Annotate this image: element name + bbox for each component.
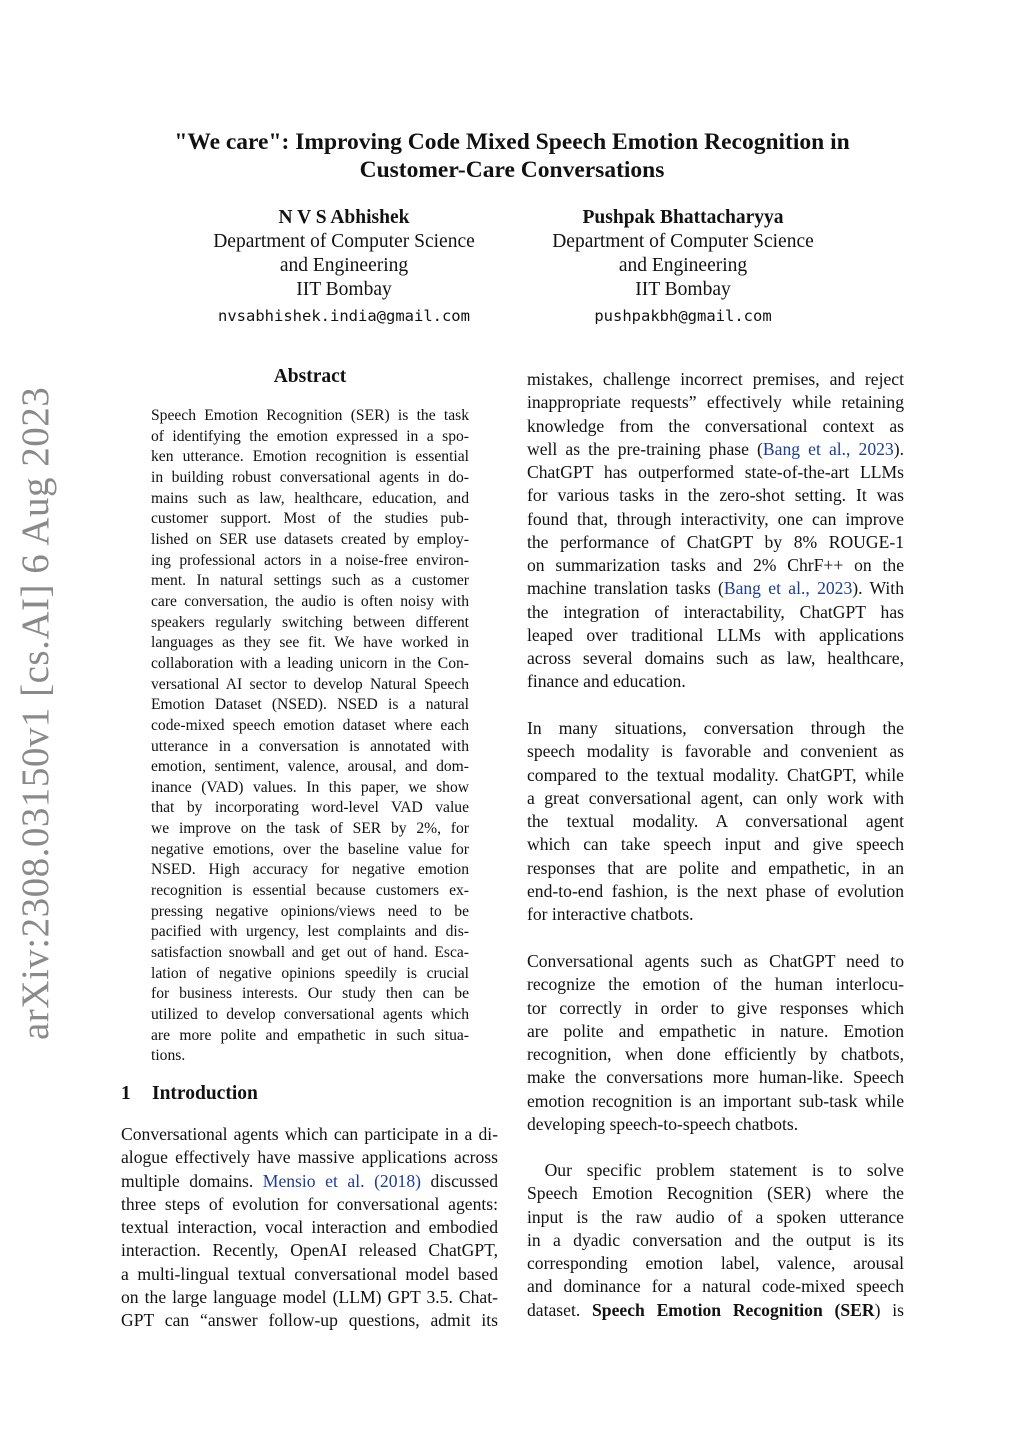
text-line: the integration of interactability, ChatGPT has	[527, 601, 904, 622]
text-line: utilized to develop conversational agents which	[151, 1006, 469, 1024]
intro-right-paragraph-2	[527, 717, 904, 926]
abstract-body	[151, 406, 469, 1067]
text-line: interaction. Recently, OpenAI released ChatGPT,	[121, 1240, 498, 1261]
text-fragment: well as the pre-training phase (	[527, 438, 763, 459]
text-line: pressing negative opinions/views need to be	[151, 902, 469, 920]
author-dept: Department of Computer Science	[552, 231, 814, 252]
text-line: lished on SER use datasets created by employ-	[151, 530, 469, 548]
text-line: the performance of ChatGPT by 8% ROUGE-1	[527, 531, 904, 552]
author-dept-2: and Engineering	[618, 255, 748, 276]
author-email[interactable]: nvsabhishek.india@gmail.com	[218, 307, 470, 325]
text-line: GPT can “answer follow-up questions, admit its	[121, 1310, 498, 1330]
author-institution: IIT Bombay	[296, 279, 392, 300]
text-line: for interactive chatbots.	[527, 904, 694, 924]
text-line: speakers regularly switching between different	[151, 613, 469, 631]
text-line: textual interaction, vocal interaction and embodied	[121, 1217, 498, 1237]
intro-right-paragraph-4	[527, 1159, 904, 1322]
text-line: negative emotions, over the baseline value for	[151, 840, 469, 858]
text-fragment: ). With	[852, 578, 904, 599]
text-fragment: ) is	[874, 1299, 904, 1320]
text-line: that by incorporating word-level VAD value	[151, 799, 469, 817]
citation-link-bang[interactable]: Bang et al., 2023	[723, 578, 853, 599]
text-line: Conversational agents such as ChatGPT need to	[527, 951, 904, 971]
text-fragment: discussed	[420, 1170, 498, 1191]
text-line: found that, through interactivity, one can improve	[527, 508, 904, 529]
text-line: mistakes, challenge incorrect premises, and reject	[527, 369, 904, 389]
text-line: we improve on the task of SER by 2%, for	[151, 820, 469, 838]
text-fragment: machine translation tasks (	[527, 578, 724, 599]
author-name: N V S Abhishek	[278, 207, 410, 228]
bold-term: Speech Emotion Recognition (SER	[592, 1299, 875, 1320]
section-number: 1	[121, 1083, 131, 1104]
text-line	[527, 577, 904, 600]
text-line: emotion recognition is an important sub-task while	[527, 1090, 904, 1111]
text-line: speech modality is favorable and convenient as	[527, 741, 904, 762]
text-line	[527, 1299, 904, 1322]
text-line: in building robust conversational agents in do-	[151, 468, 469, 486]
text-line: mains such as law, healthcare, education, and	[151, 489, 469, 507]
text-line: customer support. Most of the studies pub-	[151, 510, 469, 528]
author-email[interactable]: pushpakbh@gmail.com	[594, 307, 772, 325]
author-institution: IIT Bombay	[635, 279, 731, 300]
text-line	[527, 438, 904, 461]
text-line: make the conversations more human-like. Speech	[527, 1067, 904, 1088]
text-line: utterance in a conversation is annotated with	[151, 737, 469, 755]
intro-left-column	[121, 1123, 498, 1332]
text-line: across several domains such as law, healthcare,	[527, 648, 904, 668]
text-line: finance and education.	[527, 671, 686, 692]
text-line: ment. In natural settings such as a customer	[151, 572, 469, 590]
text-line: tor correctly in order to give responses which	[527, 997, 904, 1018]
text-line: recognize the emotion of the human interlocu-	[527, 974, 904, 995]
text-line: knowledge from the conversational context as	[527, 415, 904, 436]
text-line: Conversational agents which can participate in a di-	[121, 1124, 498, 1144]
text-line: versational AI sector to develop Natural Speech	[151, 675, 469, 693]
text-line: leaped over traditional LLMs with applications	[527, 624, 904, 645]
text-line: a multi-lingual textual conversational model based	[121, 1263, 498, 1284]
intro-right-paragraph-3	[527, 950, 904, 1136]
text-fragment: multiple domains.	[121, 1170, 263, 1191]
author-block-1	[174, 206, 514, 328]
text-line: for various tasks in the zero-shot setting. It was	[527, 485, 904, 506]
citation-link-mensio[interactable]: Mensio et al. (2018)	[262, 1170, 421, 1191]
author-dept: Department of Computer Science	[213, 231, 475, 252]
text-line: on the large language model (LLM) GPT 3.5. Chat-	[121, 1286, 498, 1307]
text-line: inappropriate requests” effectively while retaining	[527, 392, 904, 413]
paper-title	[120, 128, 904, 184]
text-line: compared to the textual modality. ChatGPT, while	[527, 764, 904, 785]
text-line: developing speech-to-speech chatbots.	[527, 1113, 799, 1134]
text-line: Speech Emotion Recognition (SER) is the task	[151, 407, 469, 424]
text-fragment: ).	[893, 438, 904, 459]
text-line: inance (VAD) values. In this paper, we show	[151, 778, 469, 796]
text-line: recognition, when done efficiently by chatbots,	[527, 1044, 904, 1064]
text-line: ing professional actors in a noise-free environ-	[151, 551, 469, 569]
text-line: care conversation, the audio is often noisy with	[151, 592, 469, 610]
text-line: are polite and empathetic in nature. Emotion	[527, 1020, 904, 1041]
author-dept-2: and Engineering	[279, 255, 409, 276]
abstract-heading: Abstract	[273, 366, 347, 387]
text-line: Emotion Dataset (NSED). NSED is a natural	[151, 696, 469, 714]
intro-right-paragraph-1	[527, 368, 904, 694]
text-line: responses that are polite and empathetic, in an	[527, 857, 904, 878]
title-line-1: "We care": Improving Code Mixed Speech Emotion Recognition in	[174, 129, 850, 155]
text-line: the textual modality. A conversational agent	[527, 811, 904, 831]
text-fragment: dataset.	[527, 1299, 593, 1320]
text-line: pacified with urgency, lest complaints and dis-	[151, 923, 469, 941]
author-name: Pushpak Bhattacharyya	[582, 207, 784, 228]
title-line-2: Customer-Care Conversations	[359, 157, 665, 183]
arxiv-side-stamp: arXiv:2308.03150v1 [cs.AI] 6 Aug 2023	[14, 386, 57, 1040]
text-line: are more polite and empathetic in such situa-	[151, 1026, 469, 1044]
text-line: for business interests. Our study then can be	[151, 985, 469, 1003]
text-line: Speech Emotion Recognition (SER) where the	[527, 1183, 904, 1204]
text-line: end-to-end fashion, is the next phase of evolution	[527, 880, 904, 901]
text-line: code-mixed speech emotion dataset where each	[151, 716, 469, 734]
text-line: input is the raw audio of a spoken utterance	[527, 1206, 904, 1227]
text-line: three steps of evolution for conversational agents:	[121, 1193, 498, 1214]
text-line: corresponding emotion label, valence, arousal	[527, 1253, 904, 1273]
text-line: ken utterance. Emotion recognition is essential	[151, 448, 469, 466]
text-line: in a dyadic conversation and the output is its	[527, 1229, 904, 1250]
text-line: Our specific problem statement is to solve	[527, 1160, 904, 1180]
text-line: lation of negative opinions speedily is crucial	[151, 964, 469, 982]
text-line: alogue effectively have massive applications across	[121, 1147, 498, 1168]
text-line: on summarization tasks and 2% ChrF++ on the	[527, 555, 904, 575]
section-heading-introduction	[121, 1083, 258, 1105]
text-line: collaboration with a leading unicorn in the Con-	[151, 654, 469, 672]
citation-link-bang[interactable]: Bang et al., 2023	[762, 438, 894, 459]
text-line: ChatGPT has outperformed state-of-the-art LLMs	[527, 462, 904, 482]
text-line	[121, 1170, 498, 1193]
text-line: tions.	[151, 1047, 186, 1065]
text-line: NSED. High accuracy for negative emotion	[151, 861, 469, 879]
text-line: satisfaction snowball and get out of hand. Esca-	[151, 944, 469, 962]
author-block-2	[513, 206, 853, 328]
text-line: a great conversational agent, can only work with	[527, 787, 904, 808]
section-title: Introduction	[152, 1083, 258, 1104]
text-line: In many situations, conversation through the	[527, 718, 904, 738]
text-line: recognition is essential because customers ex-	[151, 882, 469, 900]
text-line: emotion, sentiment, valence, arousal, and dom-	[151, 758, 469, 776]
text-line: which can take speech input and give speech	[527, 834, 904, 855]
text-line: and dominance for a natural code-mixed speech	[527, 1276, 904, 1297]
text-line: of identifying the emotion expressed in a spo-	[151, 427, 469, 445]
text-line: languages as they see fit. We have worked in	[151, 634, 469, 652]
